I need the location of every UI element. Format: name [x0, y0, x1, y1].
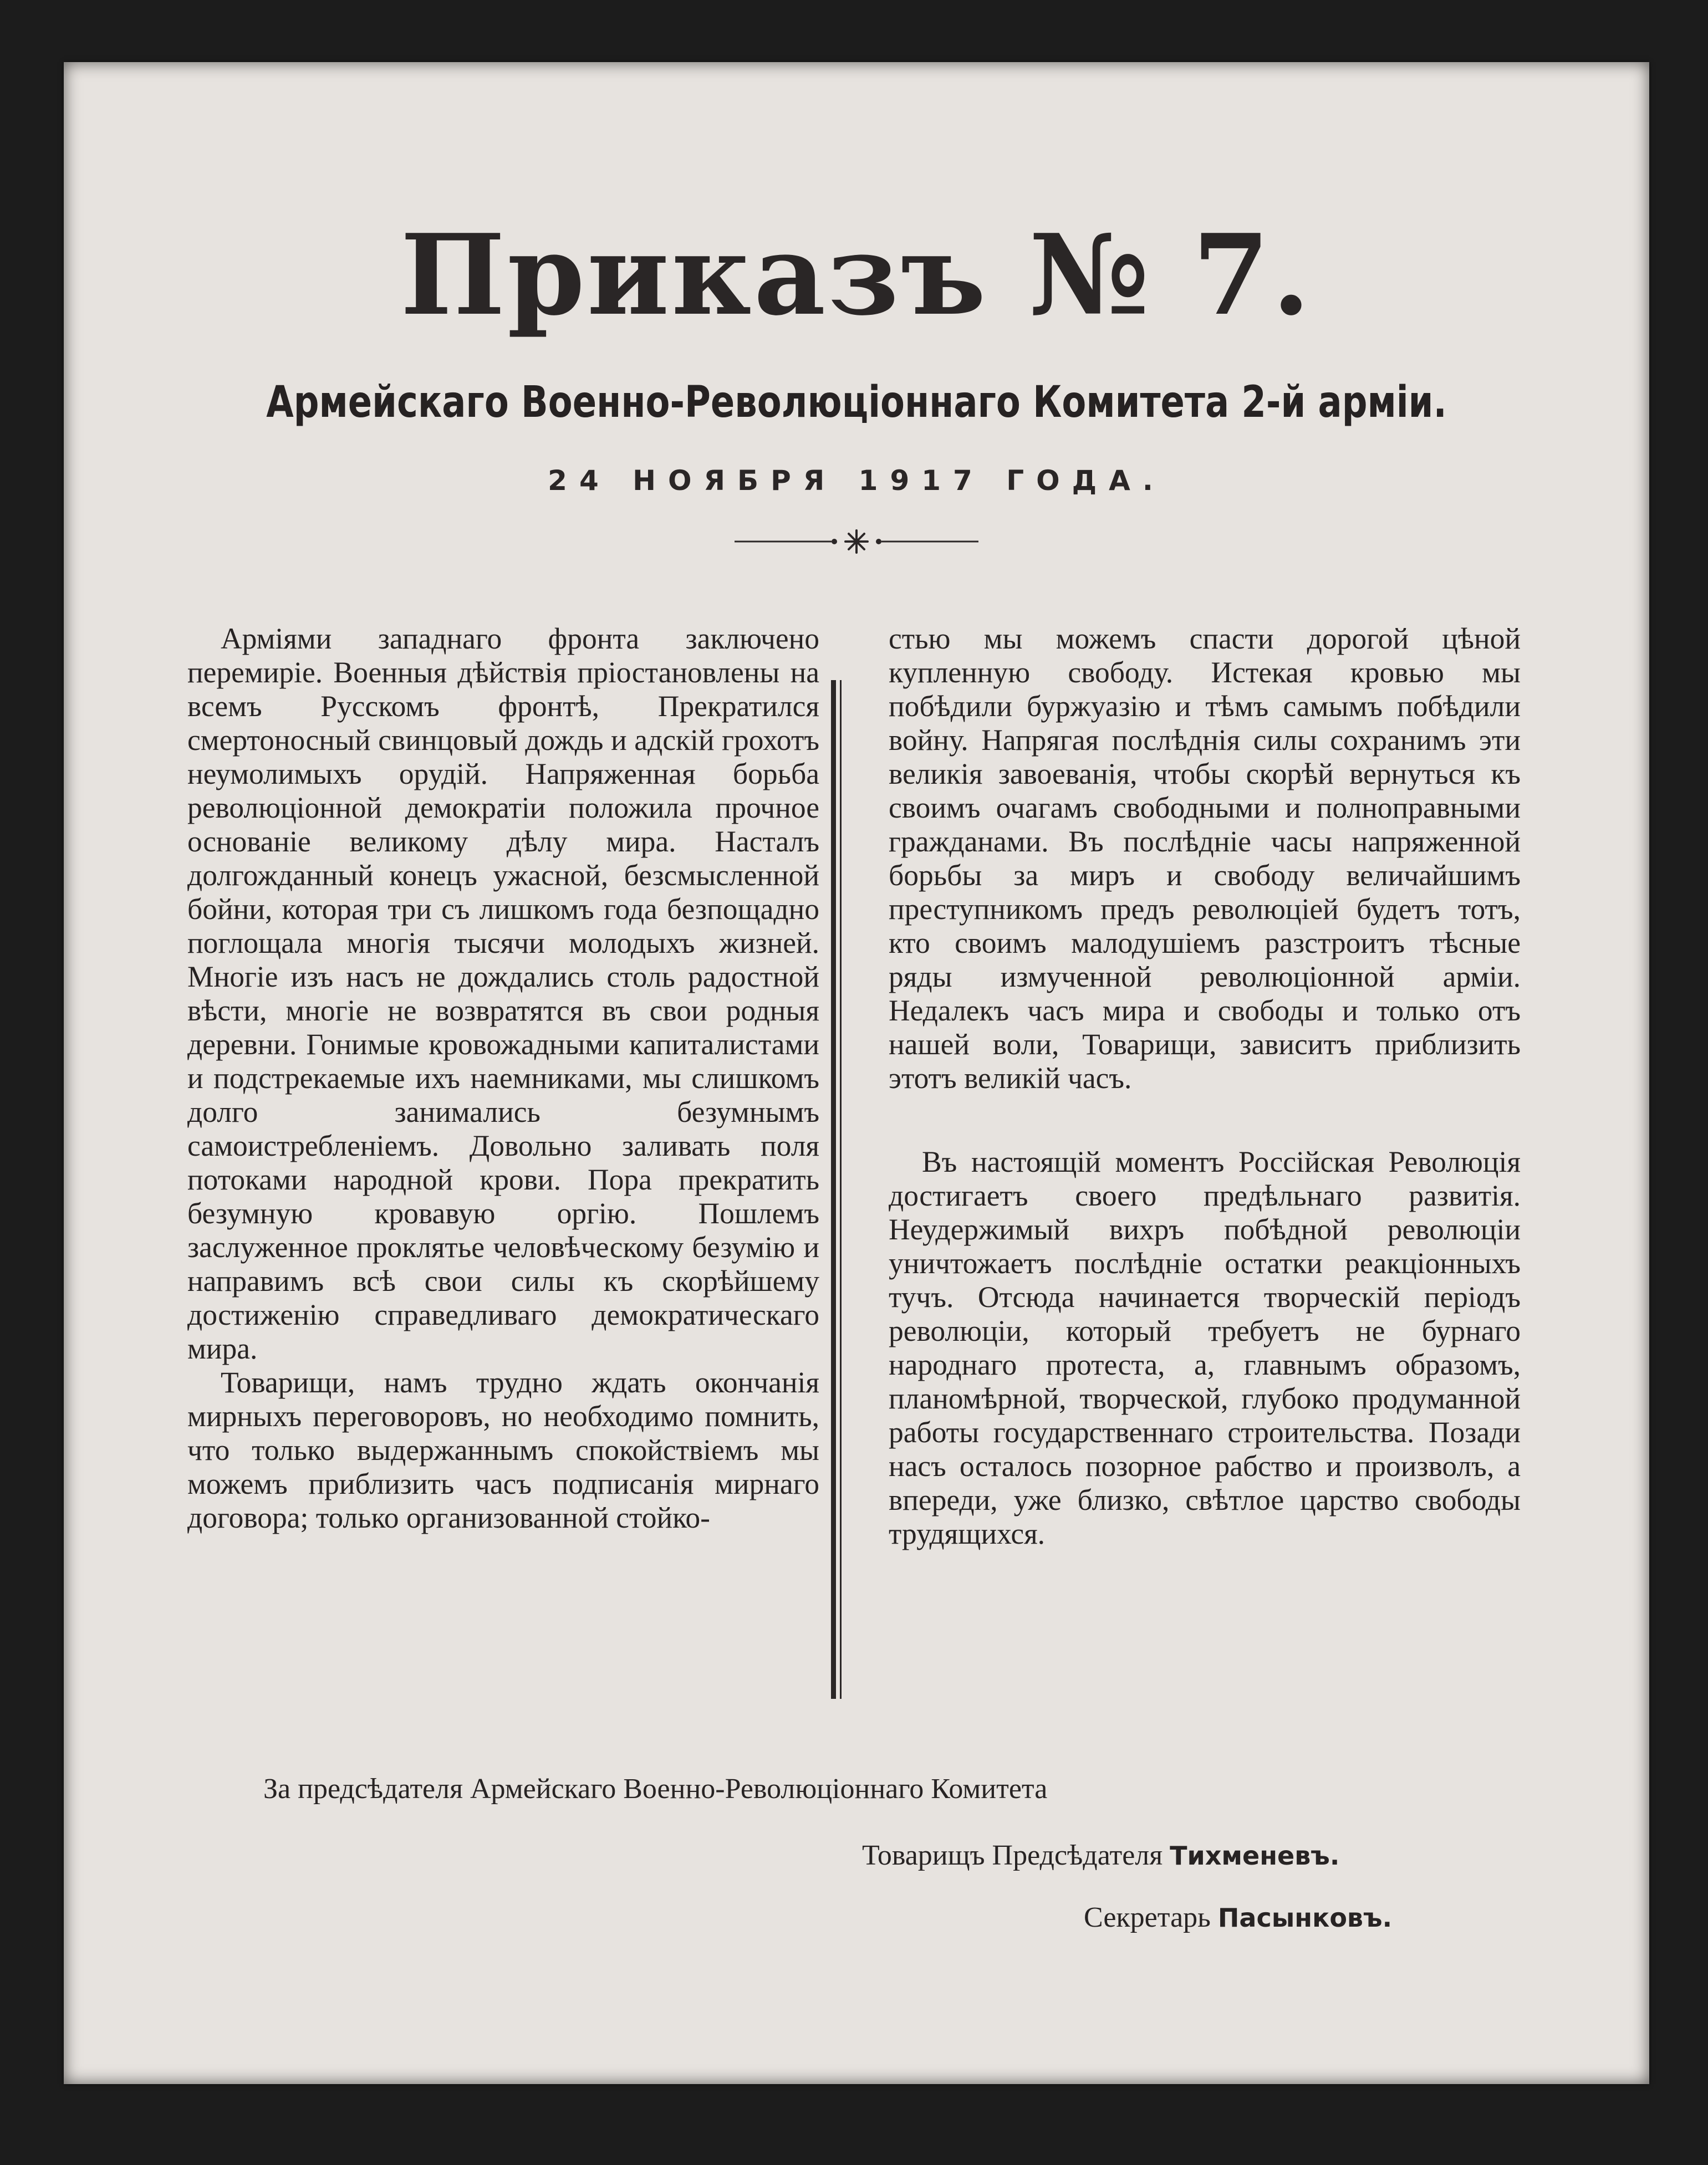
- committee-subtitle: Армейскаго Военно-Революцiоннаго Комитета 2-й армiи.: [266, 377, 1447, 427]
- order-date: 24 НОЯБРЯ 1917 ГОДА.: [548, 464, 1165, 497]
- paragraph-armistice: Армiями западнаго фронта заключено перемирiе. Военныя дѣйствiя прiостановлены на всемъ Русскомъ фронтѣ, Прекратился смертоносный свинцовый дождь и адскiй грохотъ неумолимыхъ орудiй. Напряженная борьба революцiонной демократiи положила прочное основанiе великому дѣлу мира. Насталъ долгожданный конецъ ужасной, безсмысленной бойни, которая три съ лишкомъ года безпощадно поглощала многiя тысячи молодыхъ жизней. Многiе изъ насъ не дождались столь радостной вѣсти, многiе не возвратятся въ свои родныя деревни. Гонимые кровожадными капиталистами и подстрекаемые ихъ наемниками, мы слишкомъ долго занимались безумнымъ самоистребленiемъ. Довольно заливать поля потоками народной крови. Пора прекратить безумную кровавую оргiю. Пошлемъ заслуженное проклятье человѣческому безумiю и направимъ всѣ свои силы къ скорѣйшему достиженiю справедливаго демократическаго мира.: [187, 622, 819, 1365]
- signature-line-secretary: [1084, 1903, 1392, 1932]
- signature-line-deputy: [862, 1841, 1339, 1870]
- left-column: [187, 622, 819, 1535]
- right-column: [889, 622, 1521, 1551]
- column-divider-thin: [840, 680, 842, 1699]
- order-title: Приказъ № 7.: [400, 210, 1313, 340]
- secretary-role: Секретарь: [1084, 1902, 1211, 1933]
- paragraph-continuation: стью мы можемъ спасти дорогой цѣной купленную свободу. Истекая кровью мы побѣдили буржуазiю и тѣмъ самымъ побѣдили войну. Напрягая послѣднiя силы сохранимъ эти великiя завоеванiя, чтобы скорѣй вернуться къ своимъ очагамъ свободными и полноправными гражданами. Въ послѣднiе часы напряженной борьбы за миръ и свободу величайшимъ преступникомъ предъ революцiей будетъ тотъ, кто своимъ малодушiемъ разстроитъ тѣсные ряды измученной революцiонной армiи. Недалекъ часъ мира и свободы и только отъ нашей воли, Товарищи, зависитъ приблизить этотъ великiй часъ.: [889, 622, 1521, 1095]
- paragraph-revolution: Въ настоящiй моментъ Россiйская Революцiя достигаетъ своего предѣльнаго развитiя. Неудержимый вихръ побѣдной революцiи уничтожаетъ послѣднiе остатки реакцiонныхъ тучъ. Отсюда начинается творческiй перiодъ революцiи, который требуетъ не бурнаго народнаго протеста, а, главнымъ образомъ, планомѣрной, творческой, глубоко продуманной работы государственнаго строительства. Позади насъ осталось позорное рабство и произволъ, а впереди, уже близко, свѣтлое царство свободы трудящихся.: [889, 1145, 1521, 1550]
- paragraph-comrades: Товарищи, намъ трудно ждать окончанiя мирныхъ переговоровъ, но необходимо помнить, что только выдержаннымъ спокойствiемъ мы можемъ приблизить часъ подписанiя мирнаго договора; только организованной стойко-: [187, 1366, 819, 1534]
- secretary-name: Пасынковъ.: [1217, 1903, 1393, 1933]
- signature-line-chairman: За предсѣдателя Армейскаго Военно-Революцiоннаго Комитета: [263, 1773, 1048, 1805]
- deputy-role: Товарищъ Предсѣдателя: [862, 1840, 1163, 1871]
- order-leaflet: [64, 62, 1649, 2084]
- fleuron-rule-icon: [735, 525, 978, 558]
- column-divider-thick: [831, 680, 836, 1699]
- deputy-name: Тихменевъ.: [1170, 1841, 1340, 1871]
